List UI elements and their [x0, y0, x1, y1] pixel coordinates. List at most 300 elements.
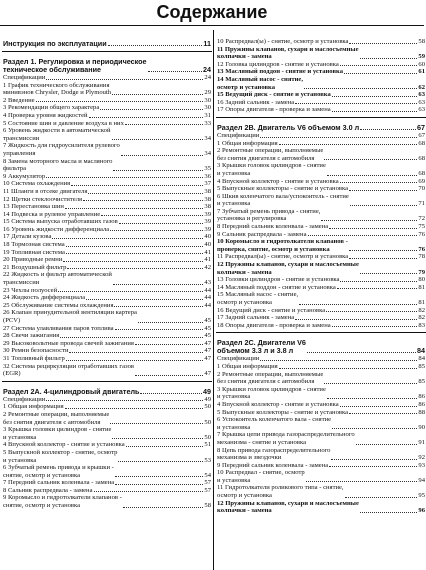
- toc-entry: [216, 416, 426, 431]
- page-number: 49: [203, 386, 211, 396]
- section-heading: [2, 58, 212, 74]
- leader-dots: [135, 375, 203, 376]
- section-heading-text: Инструкция по эксплуатации: [3, 39, 107, 48]
- leader-dots: [260, 360, 417, 361]
- toc-entry-text: 18 Тормозная система: [3, 241, 65, 249]
- page-number: 36: [204, 172, 211, 180]
- leader-dots: [340, 65, 418, 66]
- page-number: 80: [418, 276, 425, 284]
- toc-entry-text: 9 Передний сальник коленвала - замена: [217, 461, 329, 469]
- toc-entry: [216, 447, 426, 462]
- toc-entry-text: 14 Подвеска и рулевое управление: [3, 210, 101, 218]
- toc-entry-text: 31 Топливный фильтр: [3, 354, 65, 362]
- toc-entry-text: 2 Введение: [3, 96, 35, 104]
- toc-entry-text: 7 Крышка цепи привода газораспределительного механизма - снятие и установка: [217, 431, 355, 446]
- toc-entry-text: 4 Впускной коллектор - снятие и установка: [217, 177, 339, 185]
- toc-entry: [2, 347, 212, 355]
- page-number: 94: [418, 476, 425, 484]
- leader-dots: [125, 124, 204, 125]
- leader-dots: [340, 182, 418, 183]
- page-number: 42: [204, 263, 211, 271]
- page-number: 30: [204, 96, 211, 104]
- page-number: 68: [418, 139, 425, 147]
- toc-entry-text: 10 Распредвал(ы) - снятие, осмотр и установка: [217, 38, 349, 45]
- page-number: 53: [204, 456, 211, 464]
- page-number: 72: [418, 215, 425, 223]
- toc-entry: [216, 500, 426, 515]
- page-number: 57: [204, 479, 211, 487]
- page-number: 45: [204, 317, 211, 324]
- toc-entry-text: 23 Чехлы полуосей: [3, 286, 58, 294]
- leader-dots: [349, 43, 417, 44]
- leader-dots: [340, 406, 418, 407]
- section-heading: [216, 339, 426, 355]
- toc-right-column: [216, 38, 426, 515]
- page-number: 40: [204, 241, 211, 249]
- page-number: 59: [418, 53, 425, 61]
- toc-entry: [2, 249, 212, 257]
- leader-dots: [115, 329, 204, 330]
- toc-entry: [216, 231, 426, 239]
- page-number: 61: [418, 68, 425, 76]
- toc-entry-text: 16 Ведущий диск - снятие и установка: [217, 306, 326, 314]
- toc-entry-text: 2 Ремонтные операции, выполняемые без снятия двигателя с автомобиля: [3, 410, 110, 426]
- leader-dots: [279, 144, 418, 145]
- leader-dots: [349, 258, 417, 259]
- toc-entry: [2, 449, 212, 464]
- page-number: 41: [204, 256, 211, 264]
- leader-dots: [138, 322, 203, 323]
- toc-entry-text: 12 Щетки стеклоочистителя: [3, 195, 83, 203]
- toc-entry-text: 7 Зубчатый ремень привода - снятие, установка и регулировка: [217, 207, 321, 223]
- toc-left-column: [2, 38, 212, 510]
- toc-entry: [2, 396, 212, 404]
- toc-entry: [216, 185, 426, 193]
- section-heading: [2, 388, 212, 396]
- leader-dots: [112, 94, 203, 95]
- toc-entry: [216, 431, 426, 446]
- page-number: 38: [204, 187, 211, 195]
- section-divider: [216, 117, 426, 118]
- toc-entry: [216, 223, 426, 231]
- toc-entry-text: 17 Задний сальник - замена: [217, 314, 295, 322]
- page-number: 39: [204, 210, 211, 218]
- leader-dots: [321, 220, 417, 221]
- page-number: 95: [418, 492, 425, 500]
- toc-entry: [2, 325, 212, 333]
- toc-entry: [216, 106, 426, 114]
- page-number: 71: [418, 200, 425, 208]
- toc-entry-text: 3 Крышки головок цилиндров - снятие и установка: [217, 385, 326, 401]
- page-number: 30: [204, 104, 211, 112]
- page-number: 62: [418, 83, 425, 91]
- page-number: 31: [204, 111, 211, 119]
- leader-dots: [63, 261, 203, 262]
- page-number: 68: [418, 154, 425, 162]
- toc-entry: [216, 401, 426, 409]
- toc-entry: [2, 211, 212, 219]
- toc-entry: [2, 494, 212, 509]
- toc-entry: [216, 178, 426, 186]
- page-number: 54: [204, 471, 211, 479]
- toc-entry: [2, 340, 212, 348]
- toc-entry: [2, 363, 212, 378]
- toc-entry-text: 13 Головки цилиндров - снятие и установка: [217, 276, 340, 284]
- toc-entry-text: 28 Свечи зажигания: [3, 332, 60, 340]
- leader-dots: [123, 507, 204, 508]
- toc-entry: [216, 355, 426, 363]
- toc-entry: [216, 484, 426, 499]
- toc-entry: [216, 76, 426, 91]
- toc-entry-text: 30 Ремни безопасности: [3, 347, 69, 355]
- section-divider: [216, 332, 426, 333]
- toc-entry-text: Спецификации: [3, 395, 46, 403]
- toc-entry-text: 11 Шланги в отсеке двигателя: [3, 187, 88, 195]
- leader-dots: [113, 284, 203, 285]
- page-number: 63: [418, 91, 425, 99]
- page-number: 50: [204, 433, 211, 441]
- page-number: 45: [204, 324, 211, 332]
- leader-dots: [329, 228, 417, 229]
- toc-entry-text: 5 Выпускные коллекторы - снятие и установка: [217, 408, 349, 416]
- toc-entry-text: 26 Клапан принудительной вентиляции картера (PCV): [3, 309, 137, 324]
- leader-dots: [66, 246, 204, 247]
- page-number: 75: [418, 223, 425, 231]
- toc-entry: [2, 226, 212, 234]
- leader-dots: [344, 73, 417, 74]
- leader-dots: [337, 288, 418, 289]
- page-number: 93: [418, 461, 425, 469]
- leader-dots: [89, 117, 204, 118]
- toc-entry-text: 16 Задний сальник - замена: [217, 98, 295, 106]
- toc-entry: [2, 180, 212, 188]
- toc-entry: [2, 82, 212, 97]
- page-number: 47: [204, 339, 211, 347]
- toc-entry-text: 4 Проверка уровня жидкостей: [3, 111, 88, 119]
- toc-entry: [216, 208, 426, 223]
- leader-dots: [308, 235, 418, 236]
- toc-entry: [2, 218, 212, 226]
- page-number: 68: [418, 169, 425, 177]
- page-number: 85: [418, 378, 425, 386]
- toc-entry: [2, 120, 212, 128]
- section-divider: [2, 381, 212, 382]
- toc-entry-text: 18 Опоры двигателя - проверка и замена: [217, 321, 331, 329]
- toc-entry-text: 20 Приводные ремни: [3, 256, 63, 264]
- toc-entry: [2, 74, 212, 82]
- leader-dots: [340, 281, 417, 282]
- leader-dots: [304, 88, 417, 89]
- leader-dots: [356, 444, 418, 445]
- toc-entry-text: 8 Цепь привода газораспределительного механизма и звездочки: [217, 446, 331, 462]
- toc-entry-text: 1 Общая информация: [3, 403, 64, 411]
- page-number: 34: [204, 149, 211, 157]
- page-number: 67: [417, 122, 425, 132]
- toc-entry: [2, 464, 212, 479]
- page-number: 82: [418, 306, 425, 314]
- page-number: 63: [418, 98, 425, 106]
- page-number: 24: [203, 65, 211, 74]
- toc-entry: [2, 287, 212, 295]
- toc-entry: [216, 238, 426, 253]
- toc-entry-text: 17 Детали кузова: [3, 233, 52, 241]
- toc-entry: [216, 193, 426, 208]
- toc-entry-text: 11 Пружины клапанов, сухари и маслосъемные колпачки - замена: [217, 45, 359, 61]
- page-number: 41: [204, 248, 211, 256]
- leader-dots: [360, 512, 418, 513]
- toc-entry: [216, 291, 426, 306]
- column-divider: [213, 30, 214, 570]
- section-heading-text: Раздел 2С. Двигатели V6 объемом 3.3 л и 3.8 л: [217, 338, 306, 356]
- toc-entry-text: 7 Передний сальник коленвала - замена: [3, 479, 115, 487]
- toc-entry: [2, 196, 212, 204]
- leader-dots: [66, 360, 204, 361]
- toc-entry-text: 13 Перестановка шин: [3, 203, 64, 211]
- toc-entry-text: 15 Масляный насос - снятие, осмотр и установка: [217, 291, 299, 306]
- page-number: 90: [418, 423, 425, 431]
- leader-dots: [295, 103, 417, 104]
- leader-dots: [299, 304, 417, 305]
- leader-dots: [324, 159, 417, 160]
- toc-entry-text: 1 Общая информация: [217, 362, 278, 370]
- toc-entry: [2, 104, 212, 112]
- page-number: 47: [204, 370, 211, 378]
- toc-entry: [2, 355, 212, 363]
- toc-entry: [216, 147, 426, 162]
- toc-entry: [2, 233, 212, 241]
- leader-dots: [69, 352, 203, 353]
- toc-entry: [2, 271, 212, 286]
- leader-dots: [36, 101, 204, 102]
- toc-entry: [216, 261, 426, 276]
- toc-entry: [2, 241, 212, 249]
- page-number: 91: [418, 438, 425, 446]
- page-number: 39: [204, 225, 211, 233]
- page-number: 92: [418, 454, 425, 462]
- leader-dots: [58, 291, 203, 292]
- toc-entry: [2, 264, 212, 272]
- page-number: 44: [204, 294, 211, 302]
- toc-entry: [216, 284, 426, 292]
- leader-dots: [65, 408, 204, 409]
- page-number: 34: [204, 134, 211, 142]
- leader-dots: [331, 459, 417, 460]
- toc-entry-text: 16 Уровень жидкости дифференциала: [3, 225, 110, 233]
- toc-entry-text: 1 График технического обслуживания минивэнов Chrysler, Dodge и Plymouth: [3, 81, 112, 97]
- page-number: 83: [418, 321, 425, 329]
- toc-entry-text: 8 Передний сальник коленвала - замена: [217, 223, 329, 231]
- leader-dots: [110, 423, 203, 424]
- page-number: 24: [204, 74, 211, 81]
- leader-dots: [115, 476, 204, 477]
- toc-entry-text: 8 Замена моторного масла и масляного фильтра: [3, 157, 113, 173]
- leader-dots: [121, 155, 204, 156]
- page-number: 38: [204, 203, 211, 211]
- toc-entry: [216, 409, 426, 417]
- page-number: 88: [418, 408, 425, 416]
- toc-entry-text: 2 Ремонтные операции, выполняемые без снятия двигателя с автомобиля: [217, 370, 324, 386]
- page-number: 11: [203, 39, 211, 48]
- leader-dots: [332, 428, 417, 429]
- leader-dots: [360, 129, 416, 130]
- leader-dots: [119, 223, 204, 224]
- page-number: 60: [418, 60, 425, 68]
- leader-dots: [349, 190, 417, 191]
- toc-entry: [2, 411, 212, 426]
- toc-entry-text: 10 Распредвал - снятие, осмотр и установка: [217, 469, 305, 484]
- leader-dots: [101, 215, 203, 216]
- page-number: 86: [418, 400, 425, 408]
- leader-dots: [88, 193, 203, 194]
- toc-entry: [216, 307, 426, 315]
- section-heading: [216, 124, 426, 132]
- page-number: 35: [204, 165, 211, 173]
- page-number: 44: [204, 301, 211, 309]
- leader-dots: [260, 137, 417, 138]
- toc-entry: [216, 38, 426, 46]
- toc-entry-text: 6 Уровень жидкости в автоматической трансмиссии: [3, 127, 111, 142]
- leader-dots: [60, 337, 203, 338]
- toc-entry: [2, 127, 212, 142]
- toc-entry: [2, 173, 212, 181]
- page-number: 47: [204, 347, 211, 355]
- toc-entry-text: 19 Топливная система: [3, 248, 65, 256]
- toc-entry: [2, 203, 212, 211]
- leader-dots: [329, 466, 417, 467]
- page-number: 84: [418, 355, 425, 363]
- toc-entry: [216, 469, 426, 484]
- section-heading-text: Раздел 1. Регулировка и периодическое техническое обслуживание: [3, 57, 147, 74]
- page-number: 58: [418, 38, 425, 45]
- toc-entry: [2, 309, 212, 324]
- page-number: 81: [418, 283, 425, 291]
- toc-entry-text: 11 Гидротолкатели роликового типа - снятие, осмотр и установка: [217, 484, 344, 500]
- section-divider: [2, 51, 212, 52]
- toc-entry-text: 9 Аккумулятор: [3, 172, 46, 180]
- leader-dots: [148, 71, 202, 72]
- toc-entry-text: 21 Воздушный фильтр: [3, 263, 67, 271]
- toc-entry-text: 24 Жидкость дифференциала: [3, 294, 86, 302]
- toc-entry: [216, 253, 426, 261]
- toc-entry-text: 6 Зубчатый ремень привода и крышки - снятие, осмотр и установка: [3, 464, 114, 479]
- leader-dots: [46, 79, 203, 80]
- toc-entry: [216, 46, 426, 61]
- toc-entry-text: 11 Распредвал(ы) - снятие, осмотр и установка: [217, 253, 349, 261]
- leader-dots: [67, 268, 203, 269]
- toc-entry: [216, 371, 426, 386]
- toc-entry-text: 9 Коромысло и гидротолкатели клапанов - снятие, осмотр и установка: [3, 494, 122, 510]
- leader-dots: [112, 438, 203, 439]
- page-number: 86: [418, 393, 425, 401]
- toc-entry: [2, 142, 212, 157]
- page-number: 84: [417, 346, 425, 356]
- toc-entry-text: 32 Система рециркуляции отработавших газов (EGR): [3, 362, 134, 378]
- leader-dots: [360, 273, 418, 274]
- toc-entry: [2, 188, 212, 196]
- page-number: 67: [418, 131, 425, 139]
- toc-entry-text: 27 Система улавливания паров топлива: [3, 324, 114, 332]
- page-number: 82: [418, 314, 425, 322]
- toc-entry: [2, 97, 212, 105]
- toc-entry-text: 5 Состояние шин и давление воздуха в них: [3, 119, 124, 127]
- toc-entry-text: 10 Система охлаждения: [3, 180, 71, 188]
- page-number: 76: [418, 245, 425, 253]
- page-number: 69: [418, 177, 425, 185]
- toc-entry-text: 10 Коромысло и гидротолкатели клапанов - проверка, снятие, осмотр и установка: [217, 238, 348, 253]
- toc-entry: [216, 314, 426, 322]
- toc-entry-text: 1 Общая информация: [217, 139, 278, 147]
- toc-entry-text: Спецификации: [3, 74, 46, 81]
- toc-entry-text: 12 Головка цилиндров - снятие и установка: [217, 60, 339, 68]
- toc-entry: [2, 426, 212, 441]
- toc-entry-text: Спецификации: [217, 131, 260, 139]
- leader-dots: [46, 177, 203, 178]
- toc-entry: [216, 386, 426, 401]
- page-number: 81: [418, 299, 425, 306]
- section-heading-text: Раздел 2В. Двигатель V6 объемом 3.0 л: [217, 122, 360, 132]
- toc-entry: [2, 112, 212, 120]
- toc-entry-text: 3 Крышки головок цилиндров - снятие и установка: [217, 162, 326, 177]
- toc-entry: [2, 294, 212, 302]
- page-number: 29: [204, 89, 211, 97]
- leader-dots: [65, 208, 204, 209]
- leader-dots: [307, 352, 416, 353]
- toc-entry: [2, 158, 212, 173]
- leader-dots: [46, 400, 203, 401]
- leader-dots: [350, 205, 418, 206]
- toc-entry-text: 6 Успокоитель коленчатого вала - снятие и установка: [217, 416, 332, 431]
- section-heading: [2, 40, 212, 48]
- toc-entry: [216, 61, 426, 69]
- page-number: 76: [418, 230, 425, 238]
- toc-entry: [216, 462, 426, 470]
- leader-dots: [110, 230, 203, 231]
- toc-entry-text: 14 Масляный насос - снятие, осмотр и установка: [217, 75, 303, 91]
- toc-entry: [216, 162, 426, 177]
- toc-entry-text: 12 Пружины клапанов, сухари и маслосъемные колпачки - замена: [217, 261, 359, 276]
- toc-entry-text: 13 Масляный поддон - снятие и установка: [217, 68, 343, 76]
- toc-entry-text: Спецификации: [217, 355, 260, 363]
- toc-entry-text: 4 Впускной коллектор - снятие и установка: [3, 441, 125, 449]
- toc-entry-text: 15 Система выпуска отработавших газов: [3, 218, 118, 226]
- toc-entry-text: 5 Выпускной коллектор - снятие, осмотр и установка: [3, 448, 118, 464]
- leader-dots: [349, 413, 417, 414]
- toc-entry-text: 29 Высоковольтные провода свечей зажигания: [3, 339, 134, 347]
- page-number: 38: [204, 195, 211, 203]
- leader-dots: [360, 58, 418, 59]
- toc-entry: [2, 302, 212, 310]
- leader-dots: [86, 299, 203, 300]
- leader-dots: [113, 170, 203, 171]
- toc-entry-text: 5 Выпускные коллекторы - снятие и установка: [217, 185, 349, 193]
- page-number: 33: [204, 119, 211, 127]
- leader-dots: [295, 319, 417, 320]
- page-number: 44: [204, 286, 211, 294]
- leader-dots: [327, 175, 418, 176]
- leader-dots: [115, 484, 203, 485]
- toc-entry: [2, 256, 212, 264]
- leader-dots: [112, 139, 204, 140]
- toc-entry-text: 25 Обслуживание системы охлаждения: [3, 301, 114, 309]
- leader-dots: [327, 398, 418, 399]
- toc-entry: [216, 68, 426, 76]
- leader-dots: [279, 368, 418, 369]
- toc-entry: [216, 276, 426, 284]
- leader-dots: [140, 393, 202, 394]
- leader-dots: [108, 45, 203, 46]
- page-number: 50: [204, 403, 211, 411]
- toc-entry-text: 3 Крышка головки цилиндров - снятие и установка: [3, 426, 112, 441]
